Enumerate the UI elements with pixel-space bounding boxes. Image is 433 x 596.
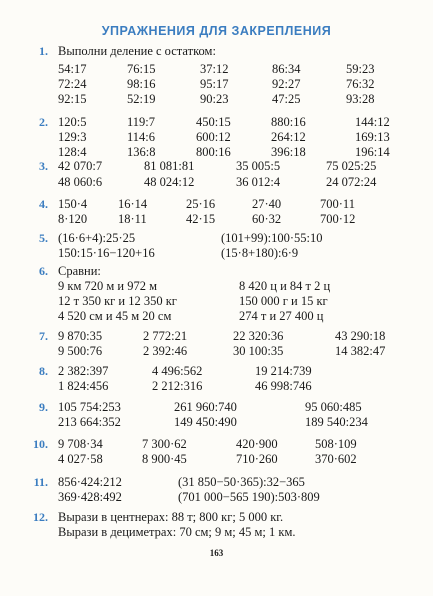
expression: Сравни: — [58, 264, 101, 278]
expression: 60·32 — [252, 212, 282, 226]
expression: 54:17 — [58, 62, 87, 76]
expression: 9 500:76 — [58, 344, 103, 358]
exercise-row — [0, 329, 433, 344]
expression: 264:12 — [271, 130, 306, 144]
expression: 150 000 г и 15 кг — [239, 294, 328, 308]
expression: 4 520 см и 45 м 20 см — [58, 309, 172, 323]
exercise-row — [0, 415, 433, 430]
expression: 150·4 — [58, 197, 88, 211]
expression: 2 382:397 — [58, 364, 109, 378]
expression: 2 392:46 — [143, 344, 188, 358]
expression: 8 900·45 — [142, 452, 187, 466]
expression: 92:27 — [272, 77, 301, 91]
expression: 119:7 — [127, 115, 156, 129]
expression: 370·602 — [315, 452, 357, 466]
expression: 76:32 — [346, 77, 375, 91]
expression: 93:28 — [346, 92, 375, 106]
expression: 76:15 — [127, 62, 156, 76]
expression: (16·6+4):25·25 — [58, 231, 136, 245]
exercise-row — [0, 510, 433, 525]
exercise-row — [0, 452, 433, 467]
page-number: 163 — [209, 548, 224, 558]
expression: 189 540:234 — [305, 415, 368, 429]
expression: 95:17 — [200, 77, 229, 91]
expression: 856·424:212 — [58, 475, 122, 489]
exercise-row — [0, 525, 433, 540]
expression: 9 км 720 м и 972 м — [58, 279, 157, 293]
expression: (701 000−565 190):503·809 — [178, 490, 320, 504]
exercise-row — [0, 231, 433, 246]
expression: 48 060:6 — [58, 175, 103, 189]
expression: 24 072:24 — [326, 175, 377, 189]
exercise-number: 8. — [39, 364, 48, 378]
expression: 8 420 ц и 84 т 2 ц — [239, 279, 331, 293]
exercise-row — [0, 364, 433, 379]
expression: 396:18 — [271, 145, 306, 159]
exercise-number: 1. — [39, 44, 48, 58]
expression: 9 708·34 — [58, 437, 103, 451]
expression: 128:4 — [58, 145, 87, 159]
expression: 4 027·58 — [58, 452, 103, 466]
expression: (15·8+180):6·9 — [221, 246, 299, 260]
expression: 22 320:36 — [233, 329, 284, 343]
expression: 213 664:352 — [58, 415, 121, 429]
exercise-row — [0, 77, 433, 92]
expression: 46 998:746 — [255, 379, 312, 393]
expression: 700·11 — [320, 197, 355, 211]
expression: 92:15 — [58, 92, 87, 106]
expression: 27·40 — [252, 197, 282, 211]
exercise-row — [0, 344, 433, 359]
exercise-number: 4. — [39, 197, 48, 211]
expression: 18·11 — [118, 212, 147, 226]
expression: 700·12 — [320, 212, 356, 226]
expression: 47:25 — [272, 92, 301, 106]
exercise-number: 6. — [39, 264, 48, 278]
expression: 2 212:316 — [152, 379, 203, 393]
exercise-row — [0, 400, 433, 415]
exercise-row — [0, 246, 433, 261]
exercise-number: 9. — [39, 400, 48, 414]
expression: 8·120 — [58, 212, 88, 226]
exercise-row — [0, 130, 433, 145]
expression: 86:34 — [272, 62, 301, 76]
expression: 37:12 — [200, 62, 229, 76]
exercise-number: 11. — [33, 475, 48, 489]
exercise-number: 12. — [33, 510, 48, 524]
exercise-row — [0, 44, 433, 59]
expression: 35 005:5 — [236, 159, 281, 173]
expression: 14 382:47 — [335, 344, 386, 358]
expression: 105 754:253 — [58, 400, 121, 414]
expression: Выполни деление с остатком: — [58, 44, 216, 58]
expression: Вырази в центнерах: 88 т; 800 кг; 5 000 кг. — [58, 510, 284, 524]
expression: 120:5 — [58, 115, 87, 129]
expression: 274 т и 27 400 ц — [239, 309, 324, 323]
expression: Вырази в дециметрах: 70 см; 9 м; 45 м; 1 км. — [58, 525, 296, 539]
expression: 7 300·62 — [142, 437, 187, 451]
expression: 48 024:12 — [144, 175, 195, 189]
exercise-row — [0, 115, 433, 130]
expression: 800:16 — [196, 145, 231, 159]
expression: 129:3 — [58, 130, 87, 144]
expression: 95 060:485 — [305, 400, 362, 414]
expression: 43 290:18 — [335, 329, 386, 343]
expression: 36 012:4 — [236, 175, 281, 189]
exercise-row — [0, 145, 433, 160]
expression: 420·900 — [236, 437, 278, 451]
expression: 450:15 — [196, 115, 231, 129]
expression: 81 081:81 — [144, 159, 195, 173]
exercise-number: 5. — [39, 231, 48, 245]
exercise-row — [0, 92, 433, 107]
expression: (101+99):100·55:10 — [221, 231, 323, 245]
expression: 508·109 — [315, 437, 357, 451]
expression: 59:23 — [346, 62, 375, 76]
exercise-number: 3. — [39, 159, 48, 173]
expression: 149 450:490 — [174, 415, 237, 429]
exercise-row — [0, 264, 433, 279]
expression: 19 214:739 — [255, 364, 312, 378]
expression: 710·260 — [236, 452, 278, 466]
expression: 75 025:25 — [326, 159, 377, 173]
expression: 16·14 — [118, 197, 148, 211]
exercise-row — [0, 490, 433, 505]
exercise-row — [0, 309, 433, 324]
expression: 136:8 — [127, 145, 156, 159]
expression: 1 824:456 — [58, 379, 109, 393]
expression: 880:16 — [271, 115, 306, 129]
expression: 12 т 350 кг и 12 350 кг — [58, 294, 177, 308]
expression: 600:12 — [196, 130, 231, 144]
expression: 369·428:492 — [58, 490, 122, 504]
expression: 9 870:35 — [58, 329, 103, 343]
expression: 4 496:562 — [152, 364, 203, 378]
expression: 169:13 — [355, 130, 390, 144]
expression: (31 850−50·365):32−365 — [178, 475, 305, 489]
expression: 42·15 — [186, 212, 216, 226]
expression: 261 960:740 — [174, 400, 237, 414]
exercise-row — [0, 197, 433, 212]
exercise-number: 7. — [39, 329, 48, 343]
exercise-row — [0, 159, 433, 174]
expression: 196:14 — [355, 145, 390, 159]
exercise-row — [0, 294, 433, 309]
expression: 42 070:7 — [58, 159, 103, 173]
expression: 98:16 — [127, 77, 156, 91]
expression: 2 772:21 — [143, 329, 188, 343]
expression: 25·16 — [186, 197, 216, 211]
exercise-number: 10. — [33, 437, 48, 451]
section-title: УПРАЖНЕНИЯ ДЛЯ ЗАКРЕПЛЕНИЯ — [101, 24, 332, 38]
exercise-row — [0, 475, 433, 490]
expression: 114:6 — [127, 130, 156, 144]
exercise-row — [0, 175, 433, 190]
expression: 30 100:35 — [233, 344, 284, 358]
expression: 52:19 — [127, 92, 156, 106]
expression: 90:23 — [200, 92, 229, 106]
expression: 150:15·16−120+16 — [58, 246, 155, 260]
exercise-row — [0, 437, 433, 452]
expression: 144:12 — [355, 115, 390, 129]
expression: 72:24 — [58, 77, 87, 91]
exercise-row — [0, 212, 433, 227]
exercise-number: 2. — [39, 115, 48, 129]
exercise-row — [0, 279, 433, 294]
exercise-row — [0, 62, 433, 77]
exercise-row — [0, 379, 433, 394]
